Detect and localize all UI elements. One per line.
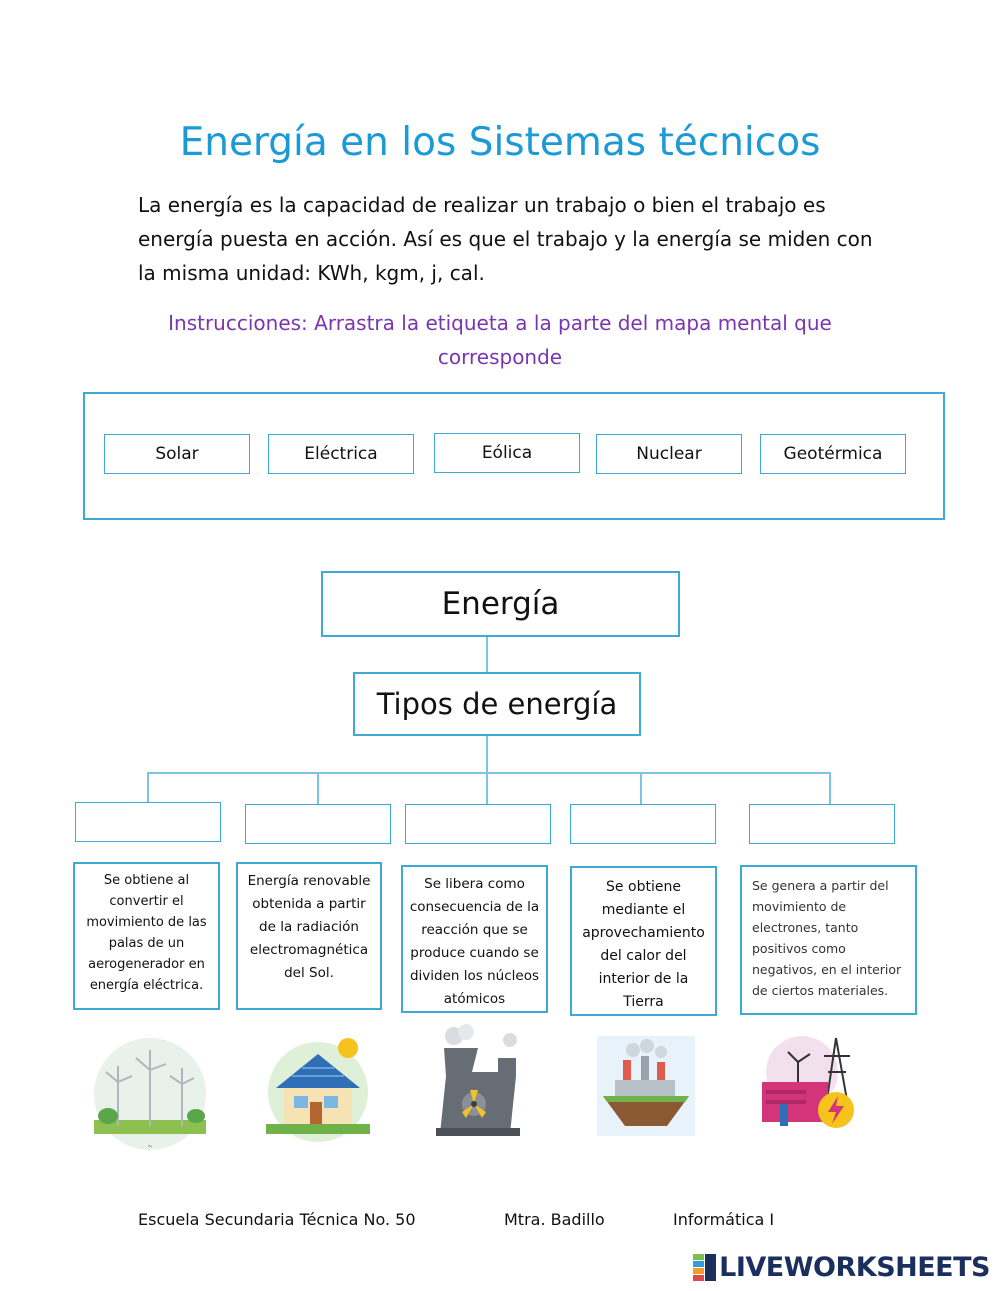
footer-subject: Informática I — [673, 1210, 775, 1229]
connector-line — [147, 772, 830, 774]
connector-line — [317, 772, 319, 804]
connector-line — [147, 772, 149, 802]
drag-label-nuclear[interactable]: Nuclear — [596, 434, 742, 474]
drop-zone-4[interactable] — [570, 804, 716, 844]
drop-zone-1[interactable] — [75, 802, 221, 842]
intro-paragraph: La energía es la capacidad de realizar un trabajo o bien el trabajo es energía puesta en acción. Así es que el trabajo y la energía se miden con la misma unidad: KWh, kgm, j, cal. — [138, 193, 873, 285]
description-electrica: Se genera a partir del movimiento de electrones, tanto positivos como negativos, en el interior de ciertos materiales. — [740, 865, 917, 1015]
connector-line — [486, 637, 488, 672]
connector-line — [829, 772, 831, 804]
drop-zone-5[interactable] — [749, 804, 895, 844]
geothermal-plant-icon — [597, 1036, 695, 1136]
description-solar: Energía renovable obtenida a partir de la radiación electromagnética del Sol. — [236, 862, 382, 1010]
description-nuclear: Se libera como consecuencia de la reacción que se produce cuando se dividen los núcleos atómicos — [401, 865, 548, 1013]
brand-name: LIVEWORKSHEETS — [719, 1252, 990, 1283]
map-node-energia: Energía — [321, 571, 680, 637]
drag-label-geotermica[interactable]: Geotérmica — [760, 434, 906, 474]
instructions-text: Instrucciones: Arrastra la etiqueta a la parte del mapa mental que corresponde — [168, 311, 832, 369]
connector-line — [640, 772, 642, 804]
electric-power-icon — [758, 1032, 862, 1136]
drop-zone-2[interactable] — [245, 804, 391, 844]
footer-teacher: Mtra. Badillo — [504, 1210, 605, 1229]
solar-house-icon — [262, 1032, 374, 1144]
connector-line — [486, 736, 488, 804]
footer-school: Escuela Secundaria Técnica No. 50 — [138, 1210, 416, 1229]
liveworksheets-mark-icon — [693, 1254, 717, 1282]
drag-label-solar[interactable]: Solar — [104, 434, 250, 474]
nuclear-plant-icon — [426, 1024, 530, 1142]
description-eolica: Se obtiene al convertir el movimiento de las palas de un aerogenerador en energía eléctrica. — [73, 862, 220, 1010]
page-title: Energía en los Sistemas técnicos — [179, 120, 821, 165]
description-geotermica: Se obtiene mediante el aprovechamiento del calor del interior de la Tierra — [570, 866, 717, 1016]
drop-zone-3[interactable] — [405, 804, 551, 844]
liveworksheets-logo — [693, 1252, 990, 1283]
drag-label-electrica[interactable]: Eléctrica — [268, 434, 414, 474]
wind-farm-icon — [88, 1036, 212, 1154]
drag-label-eolica[interactable]: Eólica — [434, 433, 580, 473]
svg-text:~: ~ — [147, 1143, 153, 1150]
label-bank — [83, 392, 945, 520]
map-node-tipos: Tipos de energía — [353, 672, 641, 736]
